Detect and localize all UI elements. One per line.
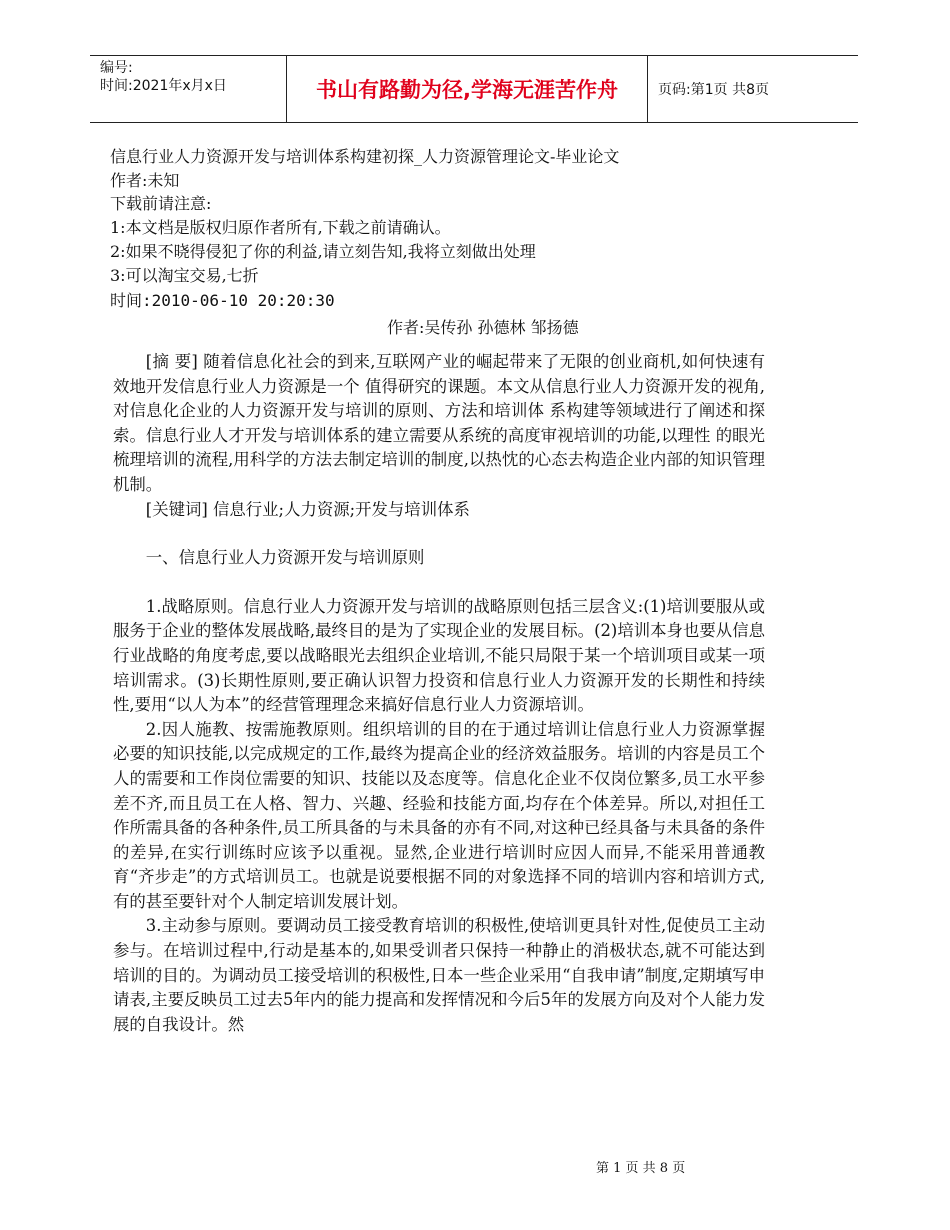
serial-label: 编号:: [100, 60, 133, 76]
body-paragraph: 2.因人施教、按需施教原则。组织培训的目的在于通过培训让信息行业人力资源掌握必要的知识技能,以完成规定的工作,最终为提高企业的经济效益服务。培训的内容是员工个人的需要和工作岗位需要的知识、技能以及态度等。信息化企业不仅岗位繁多,员工水平参差不齐,而且员工在人格、智力、兴趣、经验和技能方面,均存在个体差异。所以,对担任工作所需具备的各种条件,员工所具备的与未具备的亦有不同,对这种已经具备与未具备的条件的差异,在实行训练时应该予以重视。显然,企业进行培训时应因人而异,不能采用普通教育“齐步走”的方式培训员工。也就是说要根据不同的对象选择不同的培训内容和培训方式,有的甚至要针对个人制定培训发展计划。: [113, 719, 765, 911]
time-line: 时间:2010-06-10 20:20:30: [110, 291, 335, 310]
article-body: [113, 350, 765, 1037]
footer-page-number: 第 1 页 共 8 页: [596, 1161, 686, 1176]
author-line: 作者:未知: [110, 171, 180, 190]
notice-title: 下载前请注意:: [110, 194, 212, 213]
authors-line: 作者:吴传孙 孙德林 邹扬德: [387, 318, 579, 337]
header-page-number: 页码:第1页 共8页: [658, 82, 769, 98]
body-paragraph: 1.战略原则。信息行业人力资源开发与培训的战略原则包括三层含义:(1)培训要服从或服务于企业的整体发展战略,最终目的是为了实现企业的发展目标。(2)培训本身也要从信息行业战略的角度考虑,要以战略眼光去组织企业培训,不能只局限于某一个培训项目或某一项培训需求。(3)长期性原则,要正确认识智力投资和信息行业人力资源开发的长期性和持续性,要用“以人为本”的经营管理理念来搞好信息行业人力资源培训。: [113, 596, 765, 715]
page-header: [90, 55, 858, 123]
header-motto: 书山有路勤为径,学海无涯苦作舟: [316, 78, 618, 102]
section-heading: 一、信息行业人力资源开发与培训原则: [145, 548, 425, 568]
header-divider: [647, 56, 648, 122]
time-label: 时间:2021年x月x日: [100, 78, 227, 94]
abstract-paragraph: [摘 要] 随着信息化社会的到来,互联网产业的崛起带来了无限的创业商机,如何快速有效地开发信息行业人力资源是一个 值得研究的课题。本文从信息行业人力资源开发的视角,对信息化企业的人力资源开发与培训的原则、方法和培训体 系构建等领域进行了阐述和探索。信息行业人才开发与培训体系的建立需要从系统的高度审视培训的功能,以理性 的眼光梳理培训的流程,用科学的方法去制定培训的制度,以热忱的心态去构造企业内部的知识管理机制。: [113, 352, 765, 494]
header-meta: [90, 56, 286, 122]
body-paragraph: 3.主动参与原则。要调动员工接受教育培训的积极性,使培训更具针对性,促使员工主动参与。在培训过程中,行动是基本的,如果受训者只保持一种静止的消极状态,就不可能达到培训的目的。为调动员工接受培训的积极性,日本一些企业采用“自我申请”制度,定期填写申请表,主要反映员工过去5年内的能力提高和发挥情况和今后5年的发展方向及对个人能力发展的自我设计。然: [113, 916, 765, 1034]
notice-item: 2:如果不晓得侵犯了你的利益,请立刻告知,我将立刻做出处理: [110, 242, 536, 261]
keywords-paragraph: [关键词] 信息行业;人力资源;开发与培训体系: [145, 499, 470, 519]
notice-item: 3:可以淘宝交易,七折: [110, 266, 259, 285]
notice-item: 1:本文档是版权归原作者所有,下载之前请确认。: [110, 218, 451, 237]
document-title: 信息行业人力资源开发与培训体系构建初探_人力资源管理论文-毕业论文: [110, 147, 620, 166]
